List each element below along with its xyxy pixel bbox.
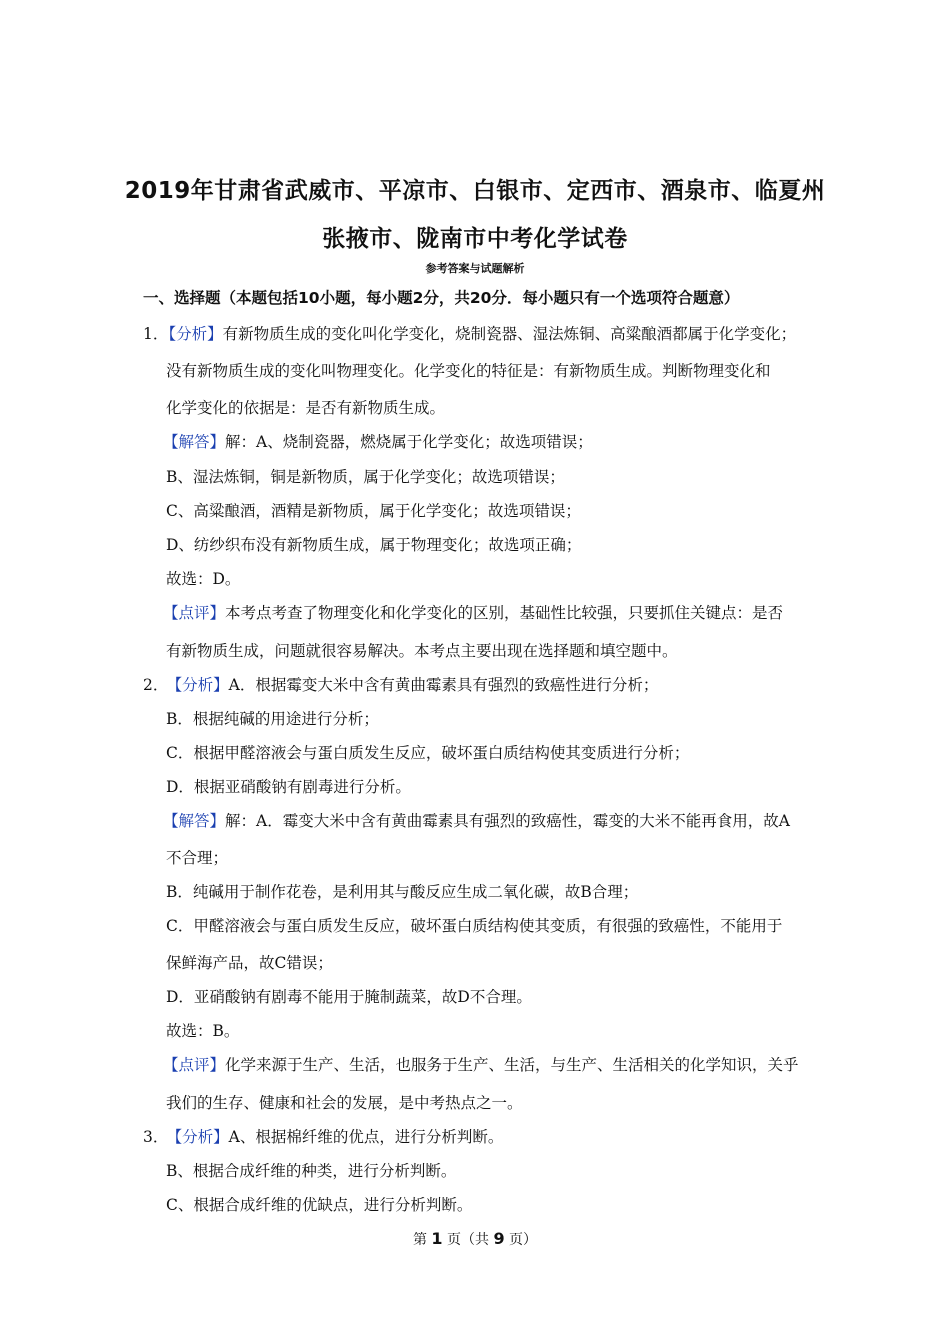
line-text: 故选：D。 (166, 570, 241, 588)
line-text: C、高粱酿酒，酒精是新物质，属于化学变化；故选项错误； (166, 502, 581, 520)
line-text: 化学来源于生产、生活，也服务于生产、生活，与生产、生活相关的化学知识，关乎 (225, 1056, 799, 1074)
line-text: D．亚硝酸钠有剧毒不能用于腌制蔬菜，故D不合理。 (166, 988, 532, 1006)
text-line (163, 811, 790, 831)
line-text: C．根据甲醛溶液会与蛋白质发生反应，破坏蛋白质结构使其变质进行分析； (166, 744, 690, 762)
question-number: 1． (143, 325, 169, 343)
line-text: D、纺纱织布没有新物质生成，属于物理变化；故选项正确； (166, 536, 582, 554)
text-line (166, 1021, 239, 1041)
section-tag: 【分析】 (174, 676, 229, 694)
text-line (166, 1093, 523, 1113)
text-line (163, 432, 593, 452)
text-line (166, 501, 581, 521)
line-text: 没有新物质生成的变化叫物理变化。化学变化的特征是：有新物质生成。判断物理变化和 (166, 362, 771, 380)
line-text: 有新物质生成的变化叫化学变化，烧制瓷器、湿法炼铜、高粱酿酒都属于化学变化； (222, 325, 797, 343)
line-text: A、根据棉纤维的优点，进行分析判断。 (228, 1128, 504, 1146)
line-text: D．根据亚硝酸钠有剧毒进行分析。 (166, 778, 411, 796)
text-line (166, 398, 445, 418)
question-number: 3． (143, 1128, 169, 1146)
text-line (143, 324, 796, 344)
text-line (166, 987, 532, 1007)
text-line (166, 848, 228, 868)
line-text: B、根据合成纤维的种类，进行分析判断。 (166, 1162, 457, 1180)
section-tag: 【点评】 (163, 1056, 226, 1074)
line-text: 保鲜海产品，故C错误； (166, 954, 333, 972)
text-line (166, 777, 411, 797)
text-line (166, 641, 678, 661)
text-line (166, 953, 333, 973)
page-number: 1 (431, 1229, 443, 1248)
line-text: B、湿法炼铜，铜是新物质，属于化学变化；故选项错误； (166, 468, 565, 486)
line-text: 化学变化的依据是：是否有新物质生成。 (166, 399, 446, 417)
line-text: 解：A．霉变大米中含有黄曲霉素具有强烈的致癌性，霉变的大米不能再食用，故A (225, 812, 790, 830)
section-heading: 一、选择题（本题包括10小题，每小题2分，共20分．每小题只有一个选项符合题意） (143, 289, 740, 307)
line-text: 故选：B。 (166, 1022, 240, 1040)
text-line (163, 603, 783, 623)
text-line (166, 709, 379, 729)
text-line (166, 916, 782, 936)
text-line (166, 361, 771, 381)
line-text: B．根据纯碱的用途进行分析； (166, 710, 379, 728)
line-text: 本考点考查了物理变化和化学变化的区别，基础性比较强，只要抓住关键点：是否 (225, 604, 784, 622)
text-line (163, 1055, 799, 1075)
line-text: 不合理； (166, 849, 229, 867)
text-line (166, 882, 638, 902)
line-text: 有新物质生成，问题就很容易解决。本考点主要出现在选择题和填空题中。 (166, 642, 678, 660)
page-title-line-2: 张掖市、陇南市中考化学试卷 (322, 226, 628, 252)
page-subtitle: 参考答案与试题解析 (425, 262, 525, 275)
line-text: 我们的生存、健康和社会的发展，是中考热点之一。 (166, 1094, 523, 1112)
text-line (166, 1195, 472, 1215)
text-line (166, 467, 565, 487)
text-line (166, 1161, 456, 1181)
text-line (166, 743, 689, 763)
question-number: 2． (143, 676, 169, 694)
line-text: A．根据霉变大米中含有黄曲霉素具有强烈的致癌性进行分析； (228, 676, 659, 694)
section-tag: 【分析】 (174, 1128, 229, 1146)
page-footer: 第 1 页（共 9 页） (412, 1229, 538, 1248)
section-tag: 【点评】 (163, 604, 226, 622)
line-text: 解：A、烧制瓷器，燃烧属于化学变化；故选项错误； (225, 433, 593, 451)
section-tag: 【分析】 (168, 325, 223, 343)
page-total: 9 (493, 1229, 505, 1248)
text-line (143, 1127, 503, 1147)
text-line (166, 569, 240, 589)
text-line (166, 535, 581, 555)
page-title-line-1: 2019年甘肃省武威市、平凉市、白银市、定西市、酒泉市、临夏州 (124, 178, 826, 204)
line-text: C．甲醛溶液会与蛋白质发生反应，破坏蛋白质结构使其变质，有很强的致癌性，不能用于 (166, 917, 783, 935)
section-tag: 【解答】 (163, 433, 226, 451)
line-text: C、根据合成纤维的优缺点，进行分析判断。 (166, 1196, 473, 1214)
section-tag: 【解答】 (163, 812, 226, 830)
line-text: B．纯碱用于制作花卷，是利用其与酸反应生成二氧化碳，故B合理； (166, 883, 639, 901)
text-line (143, 675, 658, 695)
